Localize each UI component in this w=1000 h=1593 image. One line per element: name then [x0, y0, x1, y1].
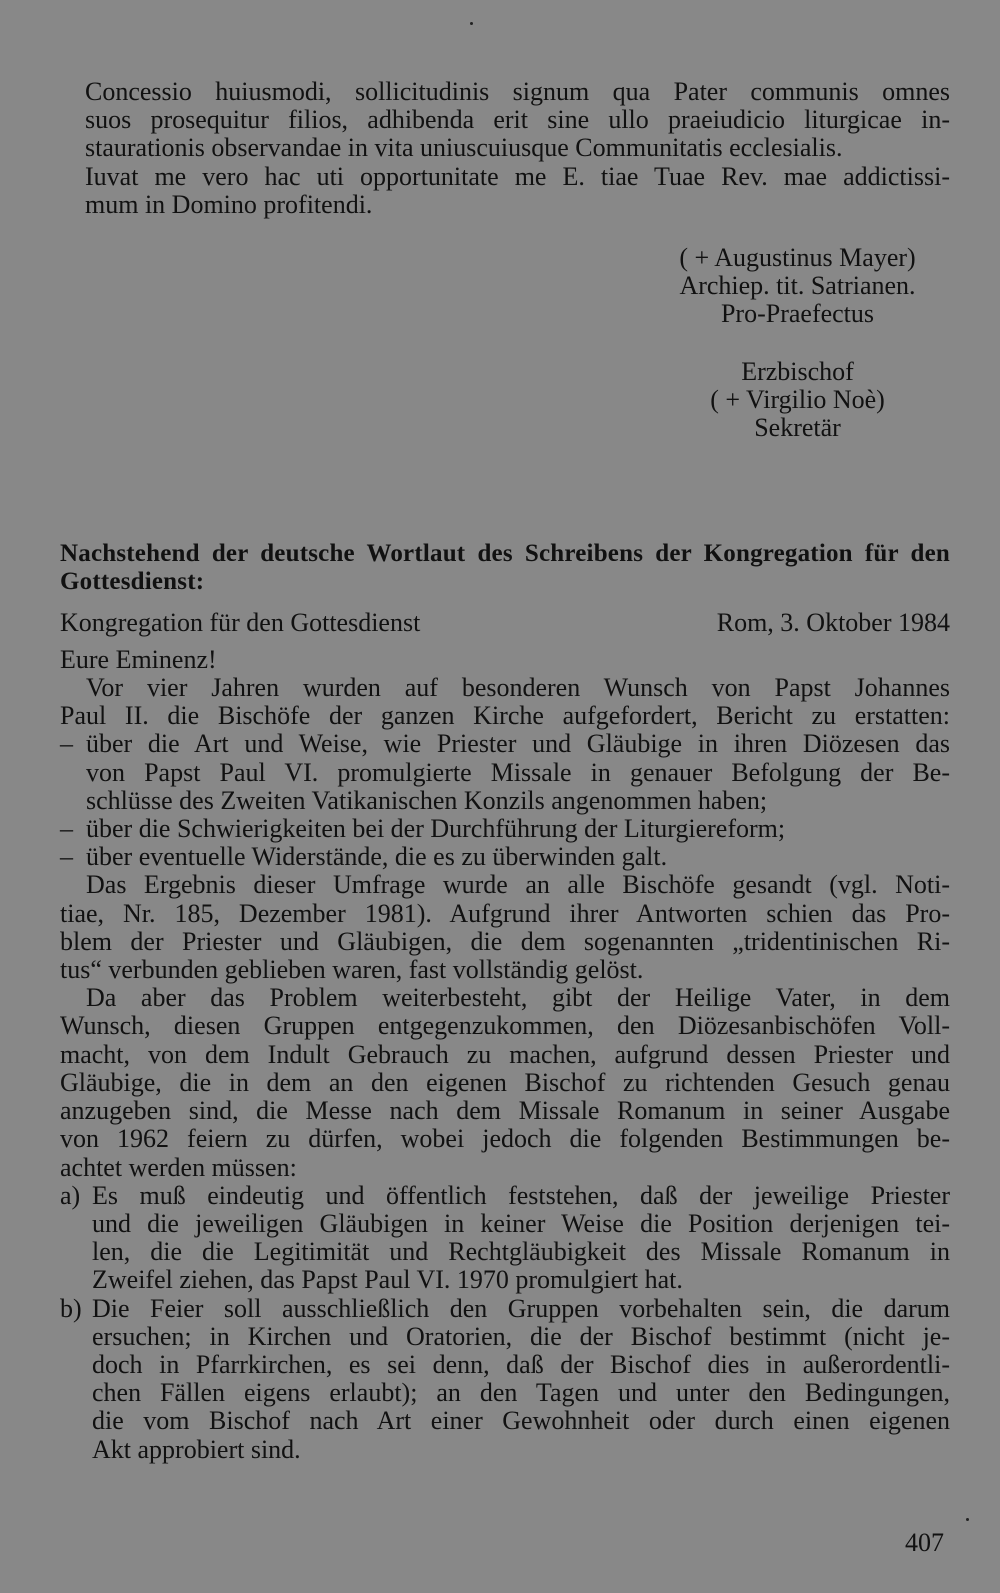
condition-mark: a)	[60, 1180, 81, 1210]
heading-line: Nachstehend der deutsche Wortlaut des Schreibens der Kongregation für den	[60, 540, 950, 568]
text-line: mum in Domino profitendi.	[85, 189, 373, 219]
text-line: Da aber das Problem weiterbesteht, gibt der Heilige Vater, in dem	[86, 983, 950, 1013]
text-line: tiae, Nr. 185, Dezember 1981). Aufgrund ihrer Antworten schien das Pro-	[60, 898, 950, 928]
text-line: Concessio huiusmodi, sollicitudinis signum qua Pater communis omnes	[85, 77, 950, 106]
latin-paragraph-1	[85, 78, 950, 163]
dash-item	[60, 815, 950, 843]
text-line: über eventuelle Widerstände, die es zu überwinden galt.	[86, 842, 668, 872]
text-line: tus“ verbunden geblieben waren, fast vollständig gelöst.	[60, 955, 644, 985]
dash-mark: –	[60, 729, 73, 759]
problem-paragraph	[60, 984, 950, 1181]
document-page	[60, 78, 950, 1464]
text-line: Paul II. die Bischöfe der ganzen Kirche aufgefordert, Bericht zu erstatten:	[60, 701, 950, 731]
heading-line: Gottesdienst:	[60, 568, 205, 596]
text-line: macht, von dem Indult Gebrauch zu machen, aufgrund dessen Priester und	[60, 1039, 950, 1069]
dash-mark: –	[60, 814, 73, 844]
speck-mark	[470, 22, 473, 25]
dash-item	[60, 730, 950, 815]
text-line: Iuvat me vero hac uti opportunitate me E. tiae Tuae Rev. mae addictissi-	[85, 161, 950, 191]
text-line: suos prosequitur filios, adhibenda erit sine ullo praeiudicio liturgicae in-	[85, 105, 950, 135]
page-number: 407	[905, 1528, 944, 1557]
text-line: Vor vier Jahren wurden auf besonderen Wunsch von Papst Johannes	[86, 673, 950, 703]
letter-place-date: Rom, 3. Oktober 1984	[716, 607, 950, 637]
result-paragraph	[60, 871, 950, 984]
latin-paragraph-2	[85, 163, 950, 219]
signature-line: ( + Virgilio Noè)	[710, 384, 885, 414]
text-line: Akt approbiert sind.	[92, 1434, 301, 1464]
signature-line: Archiep. tit. Satrianen.	[679, 271, 916, 301]
signature-line: Pro-Praefectus	[720, 299, 875, 329]
text-line: achtet werden müssen:	[60, 1152, 297, 1182]
text-line: Wunsch, diesen Gruppen entgegenzukommen, den Diözesanbischöfen Voll-	[60, 1011, 950, 1041]
text-line: Die Feier soll ausschließlich den Gruppen vorbehalten sein, die darum	[92, 1293, 950, 1323]
text-line: staurationis observandae in vita uniuscuiusque Communitatis ecclesialis.	[85, 133, 843, 163]
signature-line: Sekretär	[754, 413, 841, 443]
signature-line: ( + Augustinus Mayer)	[679, 243, 916, 273]
signature-line: Erzbischof	[741, 356, 854, 386]
speck-mark	[966, 1518, 969, 1521]
text-line: Zweifel ziehen, das Papst Paul VI. 1970 promulgiert hat.	[92, 1265, 683, 1295]
letter-sender: Kongregation für den Gottesdienst	[60, 607, 421, 637]
signature-noe	[630, 358, 965, 443]
condition-mark: b)	[60, 1293, 82, 1323]
text-line: die vom Bischof nach Art einer Gewohnheit oder durch einen eigenen	[92, 1406, 950, 1436]
intro-paragraph	[60, 674, 950, 730]
text-line: von 1962 feiern zu dürfen, wobei jedoch die folgenden Bestimmungen be-	[60, 1124, 950, 1154]
text-line: len, die die Legitimität und Rechtgläubigkeit des Missale Romanum in	[92, 1237, 950, 1267]
dash-mark: –	[60, 842, 73, 872]
text-line: schlüsse des Zweiten Vatikanischen Konzils angenommen haben;	[86, 785, 768, 815]
text-line: und die jeweiligen Gläubigen in keiner Weise die Position derjenigen tei-	[92, 1208, 950, 1238]
text-line: von Papst Paul VI. promulgierte Missale in genauer Befolgung der Be-	[86, 757, 950, 787]
text-line: Es muß eindeutig und öffentlich feststehen, daß der jeweilige Priester	[92, 1180, 950, 1210]
text-line: Das Ergebnis dieser Umfrage wurde an alle Bischöfe gesandt (vgl. Noti-	[86, 870, 950, 900]
text-line: blem der Priester und Gläubigen, die dem sogenannten „tridentinischen Ri-	[60, 926, 950, 956]
signature-mayer	[620, 244, 975, 329]
section-heading	[60, 540, 950, 596]
text-line: chen Fällen eigens erlaubt); an den Tagen und unter den Bedingungen,	[92, 1378, 950, 1408]
condition-item-b	[60, 1295, 950, 1464]
text-line: Gläubige, die in dem an den eigenen Bischof zu richtenden Gesuch genau	[60, 1067, 950, 1097]
text-line: anzugeben sind, die Messe nach dem Missale Romanum in seiner Ausgabe	[60, 1096, 950, 1126]
condition-item-a	[60, 1182, 950, 1295]
text-line: ersuchen; in Kirchen und Oratorien, die der Bischof bestimmt (nicht je-	[92, 1321, 950, 1351]
text-line: über die Schwierigkeiten bei der Durchführung der Liturgiereform;	[86, 814, 786, 844]
letter-header	[60, 609, 950, 637]
salutation: Eure Eminenz!	[60, 644, 217, 674]
text-line: über die Art und Weise, wie Priester und Gläubige in ihren Diözesen das	[86, 729, 950, 759]
text-line: doch in Pfarrkirchen, es sei denn, daß der Bischof dies in außerordentli-	[92, 1349, 950, 1379]
dash-item	[60, 843, 950, 871]
